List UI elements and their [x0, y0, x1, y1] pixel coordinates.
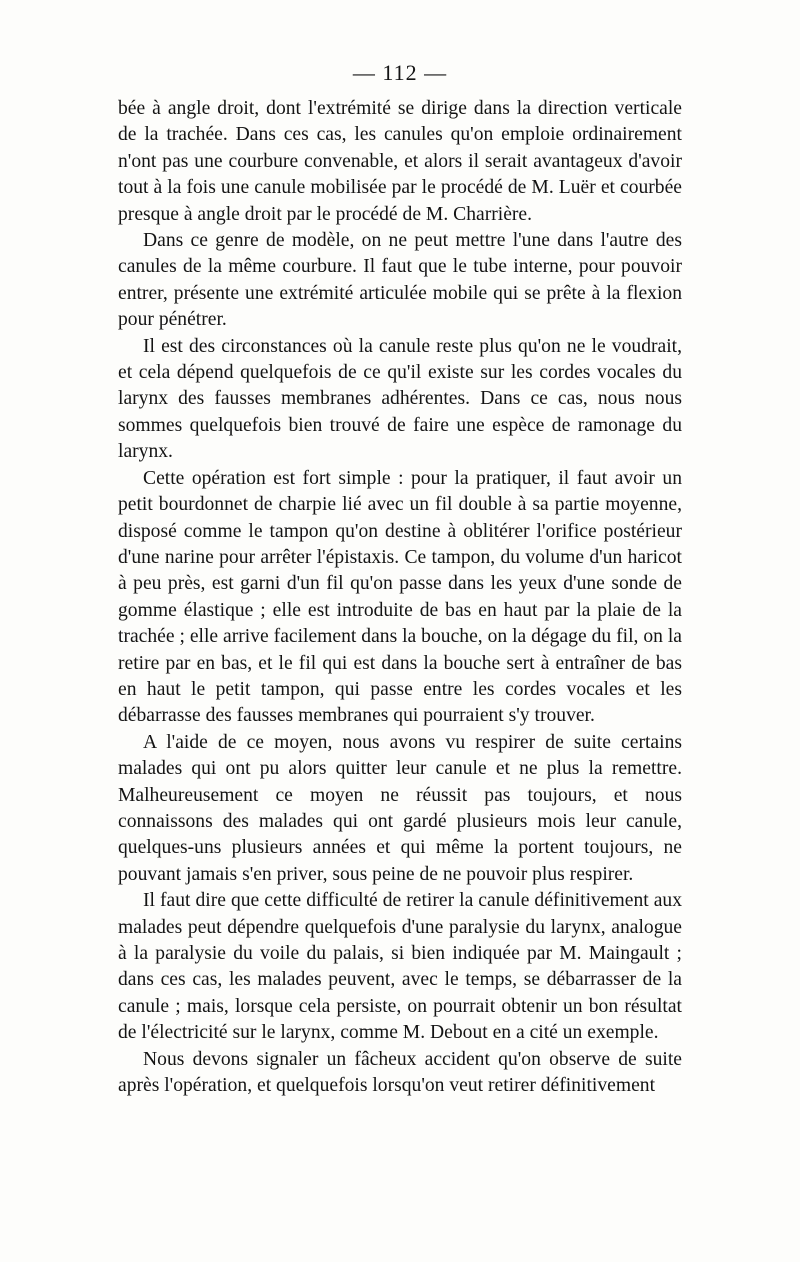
- paragraph-2: Dans ce genre de modèle, on ne peut mettre l'une dans l'autre des canules de la même courbure. Il faut que le tube interne, pour pouvoir entrer, présente une extrémité articulée mobile qui se prête à la flexion pour pénétrer.: [118, 230, 682, 331]
- body-text: [118, 96, 682, 1099]
- paragraph-3: Il est des circonstances où la canule reste plus qu'on ne le voudrait, et cela dépend quelquefois de ce qu'il existe sur les cordes vocales du larynx des fausses membranes adhérentes. Dans ce cas, nous nous sommes quelquefois bien trouvé de faire une espèce de ramonage du larynx.: [118, 335, 682, 463]
- paragraph-4: Cette opération est fort simple : pour la pratiquer, il faut avoir un petit bourdonnet de charpie lié avec un fil double à sa partie moyenne, disposé comme le tampon qu'on destine à oblitérer l'orifice postérieur d'une narine pour arrêter l'épistaxis. Ce tampon, du volume d'un haricot à peu près, est garni d'un fil qu'on passe dans les yeux d'une sonde de gomme élastique ; elle est introduite de bas en haut par la plaie de la trachée ; elle arrive facilement dans la bouche, on la dégage du fil, on la retire par en bas, et le fil qui est dans la bouche sert à entraîner de bas en haut le petit tampon, qui passe entre les cordes vocales et les débarrasse des fausses membranes qui pourraient s'y trouver.: [118, 467, 682, 727]
- paragraph-7: Nous devons signaler un fâcheux accident qu'on observe de suite après l'opération, et quelquefois lorsqu'on veut retirer définitivement: [118, 1048, 682, 1097]
- paragraph-6: Il faut dire que cette difficulté de retirer la canule définitivement aux malades peut dépendre quelquefois d'une paralysie du larynx, analogue à la paralysie du voile du palais, si bien indiquée par M. Maingault ; dans ces cas, les malades peuvent, avec le temps, se débarrasser de la canule ; mais, lorsque cela persiste, on pourrait obtenir un bon résultat de l'électricité sur le larynx, comme M. Debout en a cité un exemple.: [118, 890, 682, 1044]
- paragraph-5: A l'aide de ce moyen, nous avons vu respirer de suite certains malades qui ont pu alors quitter leur canule et ne plus la remettre. Malheureusement ce moyen ne réussit pas toujours, et nous connaissons des malades qui ont gardé plusieurs mois leur canule, quelques-uns plusieurs années et qui même la portent toujours, ne pouvant jamais s'en priver, sous peine de ne pouvoir plus respirer.: [118, 731, 682, 885]
- paragraph-1: bée à angle droit, dont l'extrémité se dirige dans la direction verticale de la trachée. Dans ces cas, les canules qu'on emploie ordinairement n'ont pas une courbure convenable, et alors il serait avantageux d'avoir tout à la fois une canule mobilisée par le procédé de M. Luër et courbée presque à angle droit par le procédé de M. Charrière.: [118, 98, 682, 225]
- page-number: — 112 —: [352, 60, 448, 85]
